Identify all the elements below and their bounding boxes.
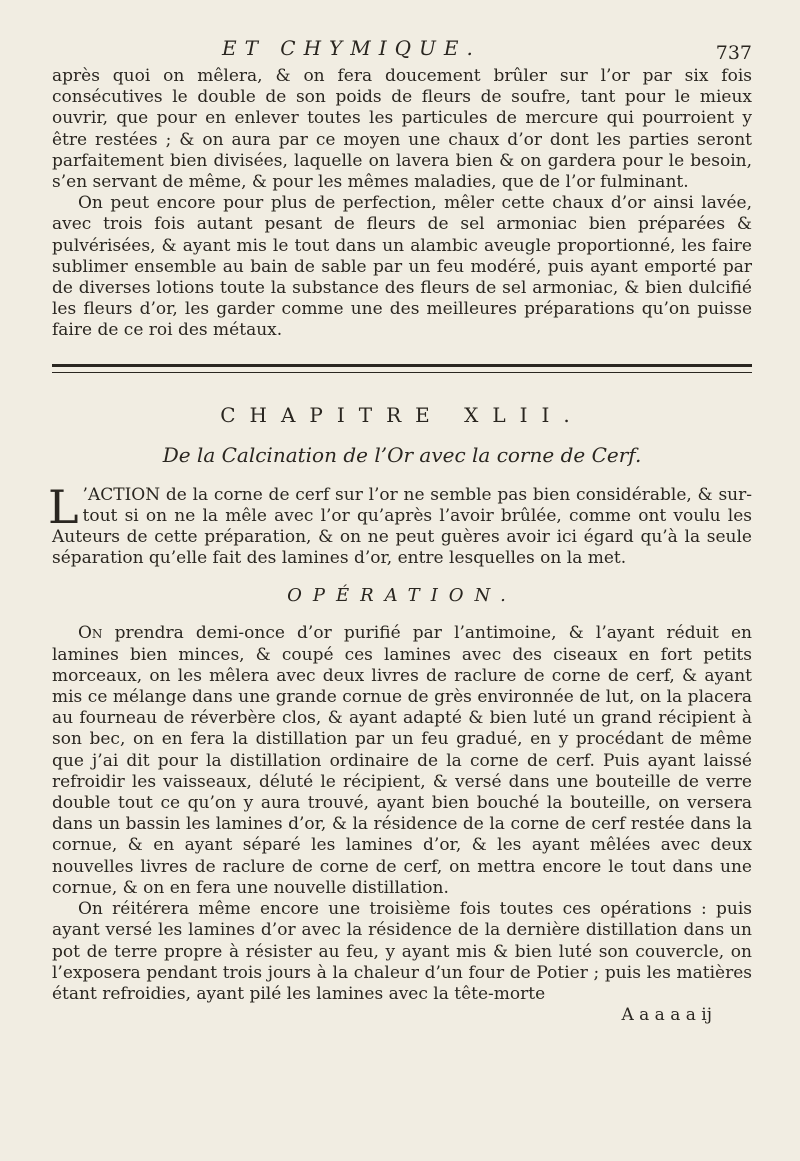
drop-cap: L <box>48 479 79 534</box>
operation-text-1: prendra demi-once d’or purifié par l’antimoine, & l’ayant réduit en lamines bien minces, & coupé ces lamines avec des ciseaux en fort petits morceaux, on les mêlera avec deux livres de raclure de corne de cerf, & ayant mis ce mélange dans une grande cornue de grès environnée de lut, on la placera au fourneau de réverbère clos, & ayant adapté & bien luté un grand récipient à son bec, on en fera la distillation par un feu gradué, en y procédant de même que j’ai dit pour la distillation ordinaire de la corne de cerf. Puis ayant laissé refroidir les vaisseaux, déluté le récipient, & versé dans une bouteille de verre double tout ce qu’on y aura trouvé, ayant bien bouché la bouteille, on versera dans un bassin les lamines d’or, & la résidence de la corne de cerf restée dans la cornue, & en ayant séparé les lamines d’or, & les ayant mêlées avec deux nouvelles livres de raclure de corne de cerf, on mettra encore le tout dans une cornue, & on en fera une nouvelle distillation. <box>52 623 752 898</box>
chapter-divider-rule <box>52 364 752 373</box>
operation-lead-word: On <box>78 623 103 644</box>
paragraph-perfection: On peut encore pour plus de perfection, mêler cette chaux d’or ainsi lavée, avec trois fois autant pesant de fleurs de sel armoniac bien préparées & pulvérisées, & ayant mis le tout dans un alambic aveugle proportionné, les faire sublimer ensemble au bain de sable par un feu modéré, puis ayant emporté par de diverses lotions toute la substance des fleurs de sel armoniac, & bien dulcifié les fleurs d’or, les garder comme une des meilleures préparations qu’on puisse faire de ce roi des métaux. <box>52 193 752 341</box>
paragraph-continuation: après quoi on mêlera, & on fera doucement brûler sur l’or par six fois consécutives le double de son poids de fleurs de soufre, tant pour le mieux ouvrir, que pour en enlever toutes les particules de mercure qui pourroient y être restées ; & on aura par ce moyen une chaux d’or dont les parties seront parfaitement bien divisées, laquelle on lavera bien & on gardera pour le besoin, s’en servant de même, & pour les mêmes maladies, que de l’or fulminant. <box>52 66 752 193</box>
page-number: 737 <box>715 42 752 64</box>
chapter-intro-paragraph <box>48 479 752 570</box>
running-title: ET CHYMIQUE. <box>222 36 481 60</box>
book-page <box>48 36 752 1026</box>
intro-text: de la corne de cerf sur l’or ne semble pas bien considérable, & sur-tout si on ne la mêle avec l’or qu’après l’avoir brûlée, comme ont voulu les Auteurs de cette préparation, & on ne peut guères avoir ici égard qu’à la seule séparation qu’elle fait des lamines d’or, entre lesquelles on la met. <box>52 484 752 569</box>
signature-mark: A a a a a ij <box>621 1005 712 1026</box>
chapter-heading: CHAPITRE XLII. <box>220 402 584 427</box>
operation-paragraph-2: On réitérera même encore une troisième fois toutes ces opérations : puis ayant versé les lamines d’or avec la résidence de la dernière distillation dans un pot de terre propre à résister au feu, y ayant mis & bien luté son couvercle, on l’exposera pendant trois jours à la chaleur d’un four de Potier ; puis les matières étant refroidies, ayant pilé les lamines avec la tête-morte <box>52 899 752 1004</box>
running-head <box>52 36 752 66</box>
operation-paragraph-1 <box>52 623 752 899</box>
operation-heading: OPÉRATION. <box>287 585 517 607</box>
intro-lead-word: ’ACTION <box>82 484 161 505</box>
chapter-subtitle: De la Calcination de l’Or avec la corne de Cerf. <box>162 442 642 467</box>
